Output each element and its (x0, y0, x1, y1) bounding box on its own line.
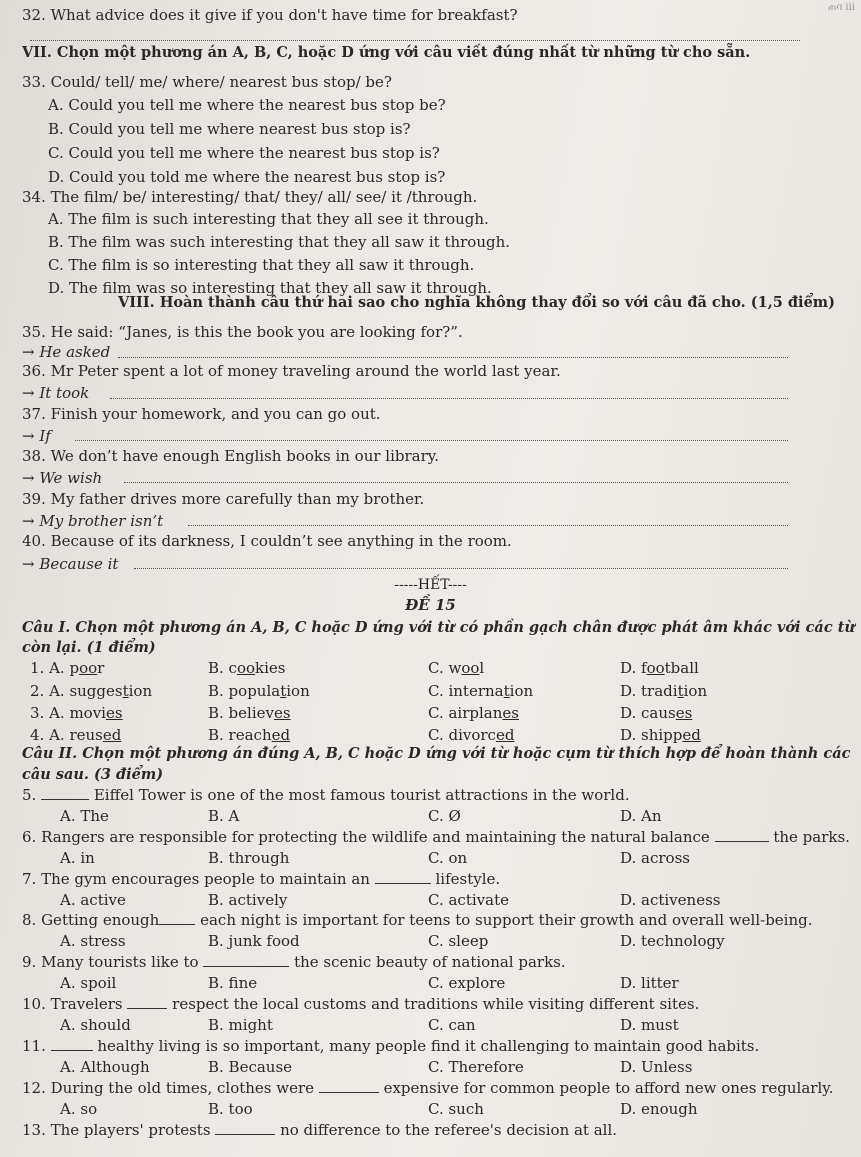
part2-q10-stem (22, 995, 699, 1013)
stem-text: 6. Rangers are responsible for protecting the wildlife and maintaining the natural balance (22, 828, 715, 846)
underlined-segment: t (503, 682, 510, 700)
part2-q5-stem (22, 786, 630, 804)
q34-stem: 34. The film/ be/ interesting/ that/ they/ all/ see/ it /through. (22, 188, 478, 206)
part2-q12-option-d[interactable]: D. enough (620, 1100, 698, 1118)
q35-prompt: → He asked (22, 343, 111, 361)
q33-option-a[interactable]: A. Could you tell me where the nearest bus stop be? (48, 96, 446, 114)
q37-text: 37. Finish your homework, and you can go out. (22, 405, 381, 423)
exam-title: ĐỀ 15 (405, 596, 456, 614)
part2-q8-option-c[interactable]: C. sleep (428, 932, 489, 950)
option-text: D. tradi (620, 682, 678, 700)
q36-answer-line[interactable] (110, 398, 788, 399)
q40-prompt: → Because it (22, 555, 119, 573)
q40-answer-line[interactable] (134, 568, 788, 569)
option-text: kies (255, 659, 286, 677)
option-text: ion (509, 682, 534, 700)
option-text: C. interna (428, 682, 504, 700)
part2-q11-option-a[interactable]: A. Although (60, 1058, 150, 1076)
part2-q12-option-b[interactable]: B. too (208, 1100, 253, 1118)
underlined-segment: t (677, 682, 684, 700)
underlined-segment: oo (646, 659, 665, 677)
option-text: ion (128, 682, 153, 700)
q34-option-d[interactable]: D. The film was so interesting that they all saw it through. (48, 279, 492, 297)
q39-answer-line[interactable] (188, 525, 788, 526)
answer-blank[interactable] (203, 954, 289, 967)
answer-line-32[interactable] (30, 40, 800, 41)
q33-stem: 33. Could/ tell/ me/ where/ nearest bus stop/ be? (22, 73, 392, 91)
option-text: C. divorc (428, 726, 496, 744)
stem-text: 7. The gym encourages people to maintain an (22, 870, 375, 888)
answer-blank[interactable] (375, 871, 431, 884)
part2-q7-stem (22, 870, 500, 888)
part1-q3-option-b[interactable] (208, 704, 291, 722)
q38-prompt: → We wish (22, 469, 103, 487)
part2-q6-stem (22, 828, 850, 846)
part1-q2-option-b[interactable] (208, 682, 310, 700)
part2-q11-option-d[interactable]: D. Unless (620, 1058, 693, 1076)
stem-text: 10. Travelers (22, 995, 128, 1013)
q35-text: 35. He said: “Janes, is this the book you are looking for?”. (22, 323, 463, 341)
part2-q10-option-a[interactable]: A. should (60, 1016, 131, 1034)
q36-text: 36. Mr Peter spent a lot of money traveling around the world last year. (22, 362, 561, 380)
part2-q9-option-c[interactable]: C. explore (428, 974, 506, 992)
option-text: B. reach (208, 726, 272, 744)
part2-q12-option-c[interactable]: C. such (428, 1100, 484, 1118)
part2-q9-option-a[interactable]: A. spoil (60, 974, 117, 992)
part1-heading-2: còn lại. (1 điểm) (22, 639, 156, 656)
answer-blank[interactable] (127, 996, 167, 1009)
stem-text: 9. Many tourists like to (22, 953, 204, 971)
underlined-segment: ed (682, 726, 701, 744)
part1-q4-option-a[interactable] (30, 726, 121, 744)
option-text: D. f (620, 659, 647, 677)
part1-q1-option-c[interactable] (428, 659, 484, 677)
underlined-segment: t (280, 682, 287, 700)
q34-option-b[interactable]: B. The film was such interesting that they all saw it through. (48, 233, 511, 251)
stem-text: 13. The players' protests (22, 1121, 216, 1139)
part1-q2-option-c[interactable] (428, 682, 533, 700)
stem-text: expensive for common people to afford new ones regularly. (378, 1079, 834, 1097)
stem-text: no difference to the referee's decision at all. (275, 1121, 618, 1139)
question-32: 32. What advice does it give if you don't have time for breakfast? (22, 6, 518, 24)
part2-heading-2: câu sau. (3 điểm) (22, 766, 164, 783)
option-text: B. popula (208, 682, 281, 700)
part2-q10-option-c[interactable]: C. can (428, 1016, 476, 1034)
option-text: ion (286, 682, 310, 700)
underlined-segment: es (273, 704, 291, 722)
stem-text: each night is important for teens to support their growth and overall well-being. (195, 911, 813, 929)
part2-q9-stem (22, 953, 566, 971)
end-mark: -----HẾT---- (394, 577, 467, 593)
part2-q6-option-a[interactable]: A. in (60, 849, 95, 867)
q40-text: 40. Because of its darkness, I couldn’t see anything in the room. (22, 532, 512, 550)
option-text: 2. A. sugges (30, 682, 123, 700)
part2-q7-option-a[interactable]: A. active (60, 891, 126, 909)
part2-q8-option-a[interactable]: A. stress (60, 932, 126, 950)
part2-q5-option-b[interactable]: B. A (208, 807, 240, 825)
answer-blank[interactable] (319, 1080, 379, 1093)
part2-q9-option-d[interactable]: D. litter (620, 974, 679, 992)
part1-q1-option-d[interactable] (620, 659, 699, 677)
underlined-segment: oo (461, 659, 480, 677)
option-text: tball (664, 659, 699, 677)
part1-q4-option-b[interactable] (208, 726, 290, 744)
part2-q7-option-c[interactable]: C. activate (428, 891, 509, 909)
part2-q5-option-c[interactable]: C. Ø (428, 807, 461, 825)
stem-text: 12. During the old times, clothes were (22, 1079, 319, 1097)
option-text: 4. A. reus (30, 726, 103, 744)
part2-heading: Câu II. Chọn một phương án đúng A, B, C hoặc D ứng với từ hoặc cụm từ thích hợp để hoàn thành các (22, 745, 851, 762)
part2-q11-stem (22, 1037, 759, 1055)
part2-q7-option-b[interactable]: B. actively (208, 891, 288, 909)
part2-q8-option-d[interactable]: D. technology (620, 932, 725, 950)
option-text: D. caus (620, 704, 676, 722)
stem-text: 5. (22, 786, 42, 804)
part1-q3-option-d[interactable] (620, 704, 692, 722)
stem-text: lifestyle. (430, 870, 501, 888)
q33-option-d[interactable]: D. Could you told me where the nearest bus stop is? (48, 168, 446, 186)
part2-q6-option-c[interactable]: C. on (428, 849, 468, 867)
part2-q13-stem (22, 1121, 617, 1139)
stem-text: 8. Getting enough (22, 911, 160, 929)
option-text: D. shipp (620, 726, 683, 744)
underlined-segment: ed (495, 726, 515, 744)
part2-q5-option-a[interactable]: A. The (60, 807, 109, 825)
q34-option-c[interactable]: C. The film is so interesting that they all saw it through. (48, 256, 475, 274)
underlined-segment: ed (271, 726, 291, 744)
underlined-segment: es (675, 704, 693, 722)
q36-prompt: → It took (22, 384, 90, 402)
part2-q10-option-b[interactable]: B. might (208, 1016, 273, 1034)
part2-q5-option-d[interactable]: D. An (620, 807, 662, 825)
underlined-segment: es (502, 704, 519, 722)
underlined-segment: oo (236, 659, 256, 677)
part1-q2-option-d[interactable] (620, 682, 707, 700)
answer-blank[interactable] (159, 912, 195, 925)
option-text: l (479, 659, 485, 677)
part1-q4-option-d[interactable] (620, 726, 701, 744)
stem-text: 11. (22, 1037, 51, 1055)
option-text: r (97, 659, 105, 677)
part2-q7-option-d[interactable]: D. activeness (620, 891, 721, 909)
q37-prompt: → If (22, 427, 51, 445)
underlined-segment: t (122, 682, 129, 700)
answer-blank[interactable] (215, 1122, 275, 1135)
option-text: B. believ (208, 704, 274, 722)
stem-text: healthy living is so important, many people find it challenging to maintain good habits. (92, 1037, 760, 1055)
option-text: 3. A. movi (30, 704, 106, 722)
corner-mark: ጠባ ⅲ (828, 2, 855, 13)
option-text: C. airplan (428, 704, 503, 722)
part2-q11-option-c[interactable]: C. Therefore (428, 1058, 524, 1076)
stem-text: the parks. (768, 828, 850, 846)
option-text: B. c (208, 659, 237, 677)
underlined-segment: oo (79, 659, 98, 677)
part1-q1-option-a[interactable] (30, 659, 104, 677)
part1-q4-option-c[interactable] (428, 726, 514, 744)
q33-option-c[interactable]: C. Could you tell me where the nearest bus stop is? (48, 144, 440, 162)
option-text: C. w (428, 659, 462, 677)
part2-q10-option-d[interactable]: D. must (620, 1016, 679, 1034)
q34-option-a[interactable]: A. The film is such interesting that they all see it through. (48, 210, 489, 228)
underlined-segment: es (105, 704, 123, 722)
part2-q8-option-b[interactable]: B. junk food (208, 932, 300, 950)
q38-text: 38. We don’t have enough English books in our library. (22, 447, 440, 465)
part1-q1-option-b[interactable] (208, 659, 286, 677)
part1-q3-option-c[interactable] (428, 704, 519, 722)
part2-q11-option-b[interactable]: B. Because (208, 1058, 293, 1076)
answer-blank[interactable] (715, 829, 769, 842)
part1-q2-option-a[interactable] (30, 682, 152, 700)
part1-heading: Câu I. Chọn một phương án A, B, C hoặc D ứng với từ có phần gạch chân được phát âm khác với các từ (22, 619, 855, 636)
q38-answer-line[interactable] (124, 482, 788, 483)
stem-text: respect the local customs and traditions while visiting different sites. (167, 995, 700, 1013)
answer-blank[interactable] (51, 1038, 93, 1051)
stem-text: the scenic beauty of national parks. (289, 953, 566, 971)
part2-q8-stem (22, 911, 813, 929)
q35-answer-line[interactable] (118, 357, 788, 358)
q39-text: 39. My father drives more carefully than my brother. (22, 490, 425, 508)
option-text: ion (683, 682, 708, 700)
part2-q12-option-a[interactable]: A. so (60, 1100, 98, 1118)
section-7-heading: VII. Chọn một phương án A, B, C, hoặc D ứng với câu viết đúng nhất từ những từ cho sẵn. (22, 44, 751, 61)
option-text: 1. A. p (30, 659, 80, 677)
stem-text: Eiffel Tower is one of the most famous tourist attractions in the world. (89, 786, 630, 804)
part2-q9-option-b[interactable]: B. fine (208, 974, 258, 992)
q37-answer-line[interactable] (75, 440, 788, 441)
q39-prompt: → My brother isn’t (22, 512, 164, 530)
answer-blank[interactable] (41, 787, 89, 800)
part2-q6-option-b[interactable]: B. through (208, 849, 290, 867)
section-8-heading: VIII. Hoàn thành câu thứ hai sao cho nghĩa không thay đổi so với câu đã cho. (1,5 điểm) (118, 294, 835, 311)
underlined-segment: ed (102, 726, 122, 744)
part2-q12-stem (22, 1079, 834, 1097)
part2-q6-option-d[interactable]: D. across (620, 849, 690, 867)
part1-q3-option-a[interactable] (30, 704, 123, 722)
q33-option-b[interactable]: B. Could you tell me where nearest bus stop is? (48, 120, 411, 138)
